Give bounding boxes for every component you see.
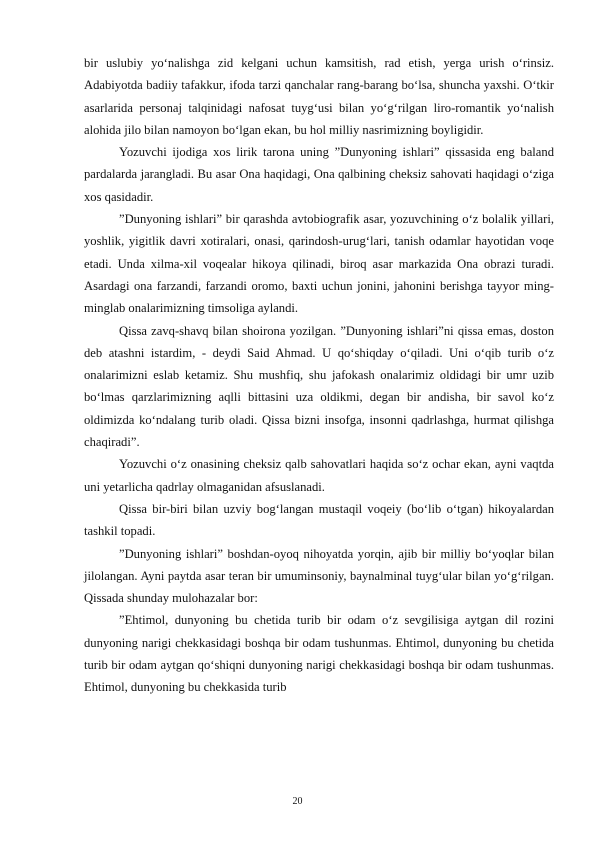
paragraph: Yozuvchi o‘z onasining cheksiz qalb sahovatlari haqida so‘z ochar ekan, ayni vaqtda uni yetarlicha qadrlay olmaganidan afsuslanadi. xyxy=(84,457,554,494)
paragraph: Qissa bir-biri bilan uzviy bog‘langan mustaqil voqeiy (bo‘lib o‘tgan) hikoyalardan tashkil topadi. xyxy=(84,501,554,539)
paragraph: ”Dunyoning ishlari” boshdan-oyoq nihoyatda yorqin, ajib bir milliy bo‘yoqlar bilan jilolangan. Ayni paytda asar teran bir umuminsoniy, baynalminal tuyg‘ular bilan yo‘g‘rilgan. Qissada shunday mulohazalar bor: xyxy=(84,546,554,606)
paragraph: ”Ehtimol, dunyoning bu chetida turib bir odam o‘z sevgilisiga aytgan dil rozini dunyoning narigi chekkasidagi boshqa bir odam tushunmas. Ehtimol, dunyoning bu chetida turib bir odam aytgan qo‘shiqni dunyoning narigi chekkasidagi boshqa bir odam tushunmas. Ehtimol, dunyoning bu chekkasida turib xyxy=(84,613,554,695)
paragraph: Yozuvchi ijodiga xos lirik tarona uning ”Dunyoning ishlari” qissasida eng baland pardalarda jarangladi. Bu asar Ona haqidagi, Ona qalbining cheksiz sahovati haqidagi o‘ziga xos qasidadir. xyxy=(84,145,554,204)
paragraph: ”Dunyoning ishlari” bir qarashda avtobiografik asar, yozuvchining o‘z bolalik yillari, yoshlik, yigitlik davri xotiralari, onasi, qarindosh-urug‘lari, tanish odamlar hayotidan voqe etadi. Unda xilma-xil voqealar hikoya qilinadi, biroq asar markazida Ona obrazi turadi. Asardagi ona farzandi, farzandi oromo, baxti uchun jonini, jahonini berishga tayyor ming-minglab onalarimizning timsoliga aylandi. xyxy=(84,212,554,316)
body-text xyxy=(84,52,554,699)
paragraph-continuation: bir uslubiy yo‘nalishga zid kelgani uchun kamsitish, rad etish, yerga urish o‘rinsiz. Adabiyotda badiiy tafakkur, ifoda tarzi qanchalar rang-barang bo‘lsa, shuncha yaxshi. O‘tkir asarlarida personaj talqinidagi nafosat tuyg‘usi bilan yo‘g‘rilgan liro-romantik yo‘nalish alohida jilo bilan namoyon bo‘lgan ekan, bu hol milliy nasrimizning boyligidir. xyxy=(84,56,554,137)
page-number: 20 xyxy=(292,796,303,807)
paragraph: Qissa zavq-shavq bilan shoirona yozilgan. ”Dunyoning ishlari”ni qissa emas, doston deb atashni istardim, - deydi Said Ahmad. U qo‘shiqday o‘qiladi. Uni o‘qib turib o‘z onalarimizni eslab ketamiz. Shu mushfiq, shu jafokash onalarimiz oldidagi bir umr uzib bo‘lmas qarzlarimizning aqlli bittasini uza oldikmi, degan bir andisha, bir savol ko‘z oldimizda ko‘ndalang turib oladi. Qissa bizni insofga, insonni qadrlashga, hurmat qilishga chaqiradi”. xyxy=(84,323,554,450)
